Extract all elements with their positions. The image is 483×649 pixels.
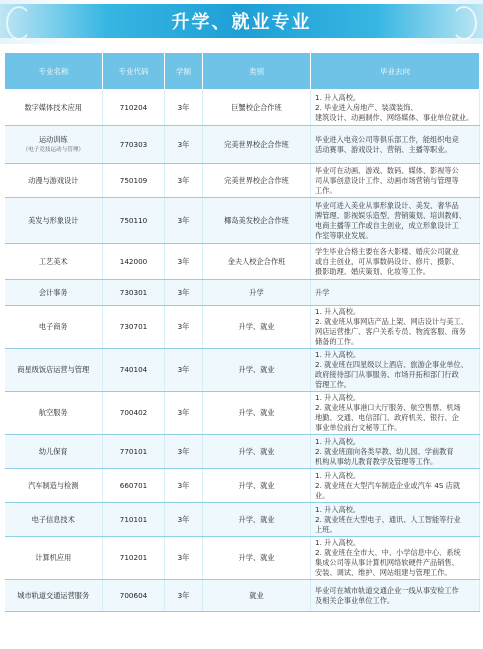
cell-duration: 3年 <box>165 164 203 198</box>
major-name: 航空服务 <box>38 408 68 417</box>
major-name: 美发与形象设计 <box>28 215 79 225</box>
header-duration: 学制 <box>165 53 203 90</box>
cell-major-name <box>5 280 103 306</box>
cell-category: 升学、就业 <box>203 469 311 503</box>
cell-major-code: 730701 <box>103 306 165 349</box>
cell-major-name <box>5 164 103 198</box>
cell-major-name <box>5 580 103 612</box>
cell-major-code: 710101 <box>103 503 165 537</box>
cell-major-code: 740104 <box>103 349 165 392</box>
destination-line: 毕业可在城市轨道交通企业一线从事安检工作 <box>315 585 459 595</box>
header-category: 类别 <box>203 53 311 90</box>
table-row <box>5 349 480 392</box>
destination-line: 1. 升入高校。 <box>315 92 361 102</box>
cell-category: 升学 <box>203 280 311 306</box>
cell-duration: 3年 <box>165 126 203 164</box>
destination-line: 上班。 <box>315 524 337 534</box>
destination-line: 2. 就业班从事港口大厅服务、航空售票、机场 <box>315 403 461 412</box>
destination-line: 学生毕业合格主要在各大影楼、婚庆公司就业 <box>315 246 459 256</box>
destination-line: 储备的工作。 <box>315 337 359 346</box>
destination-line: 政府接待部门从事服务、市场开拓和部门行政 <box>315 370 459 379</box>
cell-major-name <box>5 126 103 164</box>
major-name: 会计事务 <box>38 287 68 297</box>
cell-destination <box>311 349 480 392</box>
destination-line: 活动赛事、游戏设计、营销、主播等职业。 <box>315 144 452 154</box>
major-name: 幼儿保育 <box>38 446 68 456</box>
cell-category: 升学、就业 <box>203 537 311 580</box>
cell-major-name <box>5 244 103 280</box>
destination-line: 电商主播等工作或自主创业，成立形象设计工 <box>315 220 459 230</box>
major-name: 商星级饭店运营与管理 <box>17 365 90 374</box>
table-row <box>5 537 480 580</box>
cell-destination <box>311 537 480 580</box>
destination-line: 2. 就业班在大型汽车制造企业或汽车 4S 店就 <box>315 480 461 490</box>
table-row <box>5 164 480 198</box>
destination-line: 1. 升入高校。 <box>315 393 361 402</box>
cell-category: 升学、就业 <box>203 392 311 435</box>
major-name: 工艺美术 <box>38 256 68 266</box>
destination-line: 司从事创意设计工作、动画市场营销与管理等 <box>315 175 459 185</box>
cell-major-code: 750109 <box>103 164 165 198</box>
cell-destination <box>311 392 480 435</box>
destination-line: 安装、调试、维护、网站组建与管理工作。 <box>315 568 452 577</box>
cell-major-name <box>5 469 103 503</box>
destination-line: 及相关企事业单位工作。 <box>315 595 395 605</box>
cell-major-name <box>5 392 103 435</box>
cell-destination <box>311 164 480 198</box>
cell-major-code: 730301 <box>103 280 165 306</box>
header-major-code: 专业代码 <box>103 53 165 90</box>
destination-line: 作室等职业发展。 <box>315 230 373 240</box>
destination-line: 集成公司等从事计算机网络软硬件产品销售、 <box>315 558 459 567</box>
destination-line: 1. 升入高校。 <box>315 350 361 359</box>
cell-destination <box>311 280 480 306</box>
table-row <box>5 306 480 349</box>
cell-major-code: 750110 <box>103 198 165 244</box>
cell-major-name <box>5 349 103 392</box>
cell-duration: 3年 <box>165 392 203 435</box>
cell-destination <box>311 469 480 503</box>
cell-major-code: 770303 <box>103 126 165 164</box>
destination-line: 地勤、交通、电信部门、政府机关、银行、企 <box>315 413 459 422</box>
table-row <box>5 126 480 164</box>
destination-line: 2. 就业班从事网店产品上架、网店设计与美工、 <box>315 317 468 326</box>
cell-destination <box>311 503 480 537</box>
destination-line: 1. 升入高校。 <box>315 538 361 547</box>
major-subtitle: （电子竞技运动与管理） <box>22 146 85 153</box>
major-name: 电子商务 <box>38 322 68 331</box>
cell-major-code: 700604 <box>103 580 165 612</box>
destination-line: 事业单位前台文秘等工作。 <box>315 423 402 432</box>
destination-line: 毕业进入电竞公司等俱乐部工作，能组织电竞 <box>315 134 459 144</box>
cell-major-name <box>5 537 103 580</box>
cell-category: 就业 <box>203 580 311 612</box>
major-name: 运动训练 <box>38 134 68 144</box>
cell-category: 升学、就业 <box>203 306 311 349</box>
header-major-name: 专业名称 <box>5 53 103 90</box>
destination-line: 或自主创业，可从事数码设计、修片、摄影、 <box>315 256 459 266</box>
cell-major-code: 142000 <box>103 244 165 280</box>
table-row <box>5 580 480 612</box>
cell-major-code: 710201 <box>103 537 165 580</box>
cell-category: 椰岛美发校企合作班 <box>203 198 311 244</box>
cell-major-name <box>5 503 103 537</box>
destination-line: 工作。 <box>315 185 337 195</box>
destination-line: 2. 就业班面向各类早教、幼儿园、学前教育 <box>315 446 454 456</box>
destination-line: 2. 就业班在大型电子、通讯、人工智能等行业 <box>315 514 461 524</box>
page-banner <box>0 0 483 44</box>
destination-line: 机构从事幼儿教育教学及管理等工作。 <box>315 456 438 466</box>
major-name: 数字媒体技术应用 <box>24 102 82 112</box>
cell-major-code: 700402 <box>103 392 165 435</box>
cell-duration: 3年 <box>165 469 203 503</box>
cell-major-name <box>5 435 103 469</box>
table-row <box>5 198 480 244</box>
cell-destination <box>311 244 480 280</box>
cell-duration: 3年 <box>165 198 203 244</box>
cell-destination <box>311 580 480 612</box>
cell-major-name <box>5 90 103 126</box>
cell-duration: 3年 <box>165 580 203 612</box>
table-row <box>5 469 480 503</box>
destination-line: 毕业可在动画、游戏、数码、媒体、影视等公 <box>315 165 459 175</box>
major-name: 汽车制造与检测 <box>28 480 79 490</box>
cell-destination <box>311 435 480 469</box>
cell-category: 完美世界校企合作班 <box>203 164 311 198</box>
table-row <box>5 280 480 306</box>
cell-category: 金夫人校企合作班 <box>203 244 311 280</box>
major-name: 城市轨道交通运营服务 <box>17 590 90 600</box>
major-name: 计算机应用 <box>35 553 72 562</box>
destination-line: 毕业可进入美业从事形象设计、美发、奢华品 <box>315 200 459 210</box>
table-row <box>5 244 480 280</box>
cell-category: 升学、就业 <box>203 349 311 392</box>
table-row <box>5 503 480 537</box>
table-header-row <box>5 53 480 90</box>
destination-line: 摄影助理、婚庆策划、化妆等工作。 <box>315 266 431 276</box>
destination-line: 建筑设计、动画制作、网络媒体、事业单位就业。 <box>315 112 474 122</box>
cell-destination <box>311 198 480 244</box>
table-row <box>5 90 480 126</box>
cell-category: 完美世界校企合作班 <box>203 126 311 164</box>
major-name: 动漫与游戏设计 <box>28 175 79 185</box>
cell-category: 升学、就业 <box>203 503 311 537</box>
table-row <box>5 392 480 435</box>
cell-category: 巨蟹校企合作班 <box>203 90 311 126</box>
cell-major-code: 660701 <box>103 469 165 503</box>
destination-line: 2. 毕业进入房地产、装潢装饰、 <box>315 102 418 112</box>
cell-duration: 3年 <box>165 503 203 537</box>
destination-line: 牌管理、影视娱乐造型、营销策划、培训教师、 <box>315 210 466 220</box>
table-row <box>5 435 480 469</box>
cell-major-code: 770101 <box>103 435 165 469</box>
cell-duration: 3年 <box>165 435 203 469</box>
cell-duration: 3年 <box>165 244 203 280</box>
major-name: 电子信息技术 <box>31 514 75 524</box>
destination-line: 1. 升入高校。 <box>315 470 361 480</box>
cell-category: 升学、就业 <box>203 435 311 469</box>
destination-line: 管理工作。 <box>315 380 351 389</box>
cell-destination <box>311 90 480 126</box>
destination-line: 业。 <box>315 490 330 500</box>
cell-destination <box>311 306 480 349</box>
cell-major-name <box>5 198 103 244</box>
cell-duration: 3年 <box>165 537 203 580</box>
cell-duration: 3年 <box>165 306 203 349</box>
table-body <box>5 90 480 612</box>
destination-line: 1. 升入高校。 <box>315 307 361 316</box>
destination-line: 1. 升入高校。 <box>315 436 361 446</box>
destination-line: 1. 升入高校。 <box>315 504 361 514</box>
cell-duration: 3年 <box>165 349 203 392</box>
cell-destination <box>311 126 480 164</box>
cell-major-name <box>5 306 103 349</box>
destination-line: 2. 就业班在四星级以上酒店、旅游企事业单位、 <box>315 360 468 369</box>
cell-duration: 3年 <box>165 90 203 126</box>
header-destination: 毕业去向 <box>311 53 480 90</box>
destination-line: 2. 就业班在全市大、中、小学信息中心、系统 <box>315 548 461 557</box>
destination-line: 升学 <box>315 287 330 297</box>
cell-duration: 3年 <box>165 280 203 306</box>
majors-table <box>4 52 480 612</box>
cell-major-code: 710204 <box>103 90 165 126</box>
destination-line: 网店运营推广、客户关系专员、物流客服、商务 <box>315 327 466 336</box>
page-title: 升学、就业专业 <box>171 12 312 33</box>
